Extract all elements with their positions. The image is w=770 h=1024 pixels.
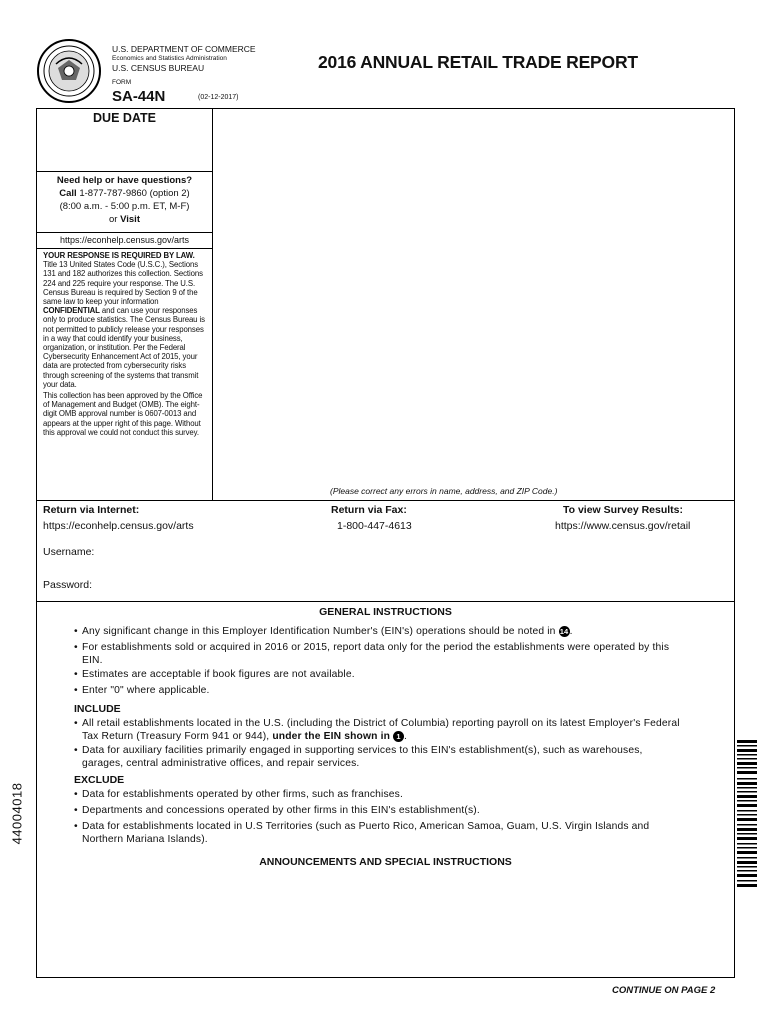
password-field[interactable]: Password: <box>43 579 93 591</box>
list-item: • Any significant change in this Employer Identification Number's (EIN's) operations should be noted in 14. <box>74 626 573 638</box>
legal-notice <box>43 251 209 439</box>
general-instructions-title: GENERAL INSTRUCTIONS <box>319 606 452 618</box>
list-item: • All retail establishments located in the U.S. (including the District of Columbia) reporting payroll on its latest Employer's Federal Tax Return (Treasury Form 941 or 944), under the EIN shown in 1 . <box>74 718 680 742</box>
username-field[interactable]: Username: <box>43 546 95 558</box>
list-item: • For establishments sold or acquired in 2016 or 2015, report data only for the period the establishments were operated by this EIN. <box>74 642 670 666</box>
legal-text-3: This collection has been approved by the Office of Management and Budget (OMB). The eight-digit OMB approval number is 0607-0013 and appears at the upper right of this page. Without this approval we could not conduct this survey. <box>43 391 203 437</box>
or-text: or <box>109 214 118 225</box>
divider <box>36 500 735 501</box>
list-item: • Data for auxiliary facilities primarily engaged in supporting services to this EIN's establishment(s), such as warehouses, garages, central administrative offices, and repair services. <box>74 745 643 769</box>
fax-label: Return via Fax: <box>331 504 407 516</box>
address-correction-note: (Please correct any errors in name, address, and ZIP Code.) <box>330 486 558 496</box>
divider <box>36 601 735 602</box>
agency-line-3: U.S. CENSUS BUREAU <box>112 63 205 73</box>
list-item: • Departments and concessions operated by other firms in this EIN's establishment(s). <box>74 805 480 816</box>
visit-label: Visit <box>120 214 140 225</box>
report-title: 2016 ANNUAL RETAIL TRADE REPORT <box>318 52 638 72</box>
legal-text-1: Title 13 United States Code (U.S.C.), Sections 131 and 182 authorizes this collection. Sections 224 and 225 require your response. The U.S. Census Bureau is required by Section 9 of the same law to keep your information <box>43 260 203 307</box>
results-url-link[interactable]: https://www.census.gov/retail <box>555 520 691 532</box>
agency-line-1: U.S. DEPARTMENT OF COMMERCE <box>112 44 256 54</box>
continue-note: CONTINUE ON PAGE 2 <box>612 985 716 996</box>
list-item: • Enter "0" where applicable. <box>74 685 210 696</box>
internet-url-link[interactable]: https://econhelp.census.gov/arts <box>43 520 194 532</box>
fax-number: 1-800-447-4613 <box>337 520 412 532</box>
form-date: (02-12-2017) <box>198 94 239 101</box>
call-label: Call <box>59 188 77 199</box>
announcements-title: ANNOUNCEMENTS AND SPECIAL INSTRUCTIONS <box>259 856 512 868</box>
legal-required: YOUR RESPONSE IS REQUIRED BY LAW. <box>43 251 195 260</box>
item-ref-badge: 1 <box>393 731 404 742</box>
due-date-label: DUE DATE <box>93 111 156 125</box>
due-date-box <box>36 108 213 172</box>
internet-label: Return via Internet: <box>43 504 140 516</box>
list-item: • Data for establishments operated by other firms, such as franchises. <box>74 789 403 800</box>
agency-line-2: Economics and Statistics Administration <box>112 55 227 62</box>
help-box <box>36 172 213 226</box>
include-heading: INCLUDE <box>74 703 121 715</box>
item-ref-badge: 14 <box>559 627 569 636</box>
legal-text-2: and can use your responses only to produce statistics. The Census Bureau is not permitted to publicly release your responses in a way that could identify your business, organization, or institution. Per the Federal Cybersecurity Enhancement Act of 2015, your data are protected from cybersecurity risks through screening of the systems that transmit your data. <box>43 306 205 389</box>
help-url-link[interactable]: https://econhelp.census.gov/arts <box>36 232 213 249</box>
help-question: Need help or have questions? <box>56 175 193 186</box>
form-label: FORM <box>112 79 132 86</box>
exclude-heading: EXCLUDE <box>74 774 125 786</box>
legal-confidential: CONFIDENTIAL <box>43 306 100 316</box>
list-item: • Estimates are acceptable if book figures are not available. <box>74 669 355 680</box>
barcode <box>737 740 757 890</box>
help-hours: (8:00 a.m. - 5:00 p.m. ET, M-F) <box>59 201 190 212</box>
results-label: To view Survey Results: <box>563 504 684 516</box>
help-phone: 1-877-787-9860 (option 2) <box>79 188 190 199</box>
form-code: SA-44N <box>112 88 166 105</box>
list-item: • Data for establishments located in U.S Territories (such as Puerto Rico, American Samoa, Guam, U.S. Virgin Islands and Northern Mariana Islands). <box>74 821 650 845</box>
form-id-number: 44004018 <box>9 782 25 845</box>
census-seal-logo <box>36 38 102 104</box>
